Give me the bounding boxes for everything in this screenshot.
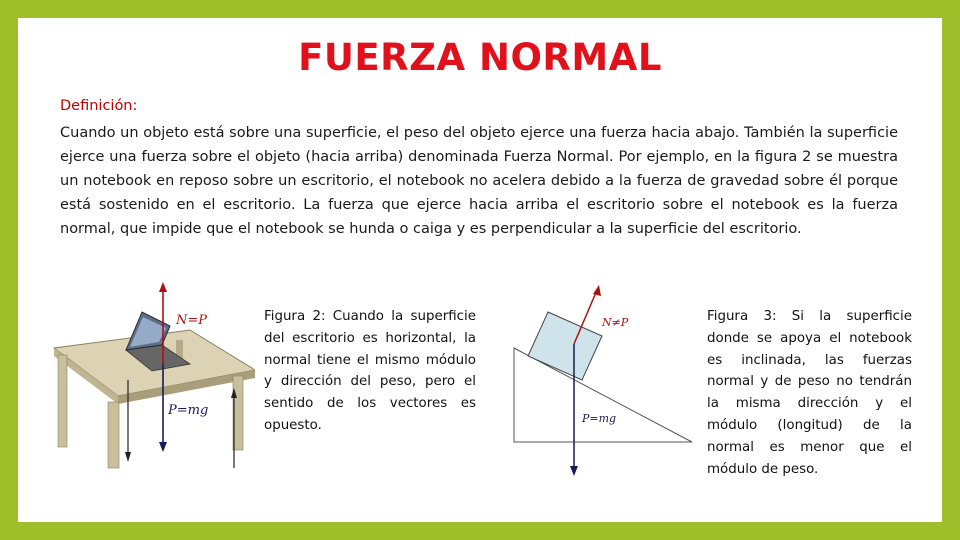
slide-title: FUERZA NORMAL: [298, 36, 662, 79]
figure-2-normal-label: N=P: [176, 313, 208, 328]
figure-3-incline-illustration: [510, 282, 692, 478]
figure-2-caption: Figura 2: Cuando la superficie del escritorio es horizontal, la normal tiene el mismo módulo y dirección del peso, pero el sentido de los vectores es opuesto.: [264, 309, 476, 433]
definition-label: Definición:: [60, 98, 138, 114]
definition-text: Cuando un objeto está sobre una superficie, el peso del objeto ejerce una fuerza hacia abajo. También la superficie ejerce una fuerza sobre el objeto (hacia arriba) denominada Fuerza Normal. Por ejemplo, en la figura 2 se muestra un notebook en reposo sobre un escritorio, el notebook no acelera debido a la fuerza de gravedad sobre él porque está sostenido en el escritorio. La fuerza que ejerce hacia arriba el escritorio sobre el notebook es la fuerza normal, que impide que el notebook se hunda o caiga y es perpendicular a la superficie del escritorio.: [60, 125, 898, 237]
figure-2-desk-illustration: [50, 278, 255, 474]
figure-3-caption: Figura 3: Si la superficie donde se apoya el notebook es inclinada, las fuerzas normal y de peso no tendrán la misma dirección y el módulo (longitud) de la normal es menor que el módulo de peso.: [707, 309, 912, 477]
figure-3-weight-label: P=mg: [582, 412, 617, 425]
figure-2-weight-label: P=mg: [168, 403, 209, 418]
figure-3-normal-label: N≠P: [602, 316, 629, 329]
